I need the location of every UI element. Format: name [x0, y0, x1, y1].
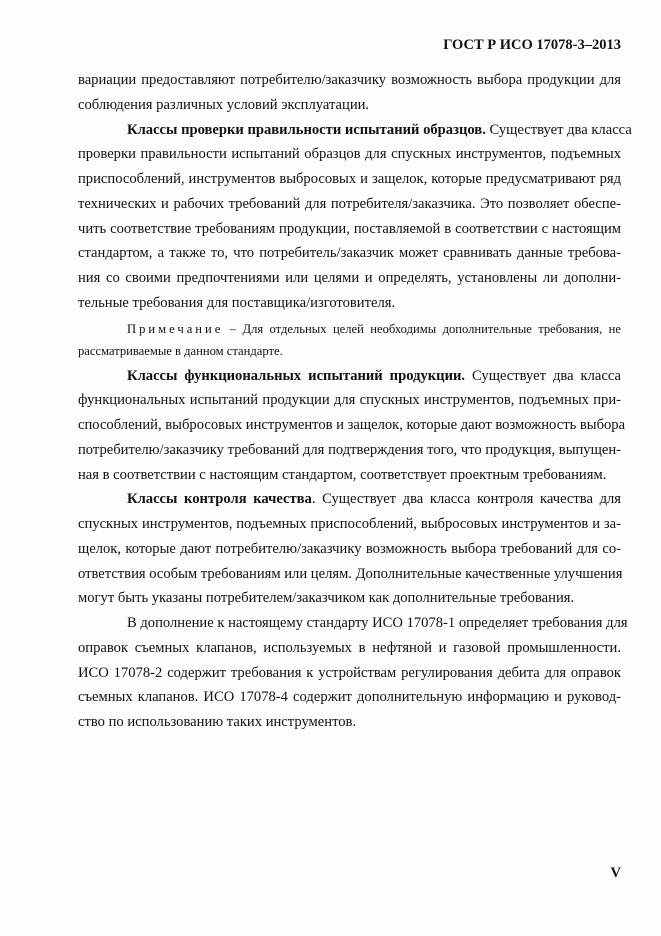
text-line — [78, 463, 621, 488]
paragraph-heading: Классы проверки правильности испытаний образцов. — [127, 121, 486, 138]
line-text: могут быть указаны потребителем/заказчиком как дополнительные требования. — [78, 590, 575, 607]
line-text: В дополнение к настоящему стандарту ИСО 17078-1 определяет требования для — [127, 615, 628, 631]
line-text: Существует два класса — [465, 367, 621, 384]
line-text: ния со своими предпочтениями или целями и определять, установлены ли дополни- — [78, 270, 621, 286]
line-text: ная в соответствии с настоящим стандартом, соответствует проектным требованиям. — [78, 466, 607, 483]
text-line — [78, 241, 621, 266]
text-line — [78, 636, 621, 661]
line-text: вариации предоставляют потребителю/заказчику возможность выбора продукции для — [78, 72, 621, 88]
line-text: – Для отдельных целей необходимы дополнительные требования, не — [223, 321, 621, 336]
note-label: Примечание — [127, 321, 224, 336]
text-line — [78, 562, 621, 587]
line-text: приспособлений, инструментов выбросовых и защелок, которые предусматривают ряд — [78, 171, 621, 187]
line-text: соблюдения различных условий эксплуатации. — [78, 96, 370, 113]
text-line — [78, 93, 621, 118]
text-line — [78, 710, 621, 735]
text-line — [78, 266, 621, 291]
text-line — [78, 413, 626, 438]
text-line — [78, 68, 621, 93]
text-line — [78, 318, 621, 340]
line-text: оправок съемных клапанов, используемых в нефтяной и газовой промышленности. — [78, 639, 621, 656]
line-text: ИСО 17078-2 содержит требования к устройствам регулирования дебита для оправок — [78, 664, 621, 681]
line-text: технических и рабочих требований для потребителя/заказчика. Это позволяет обеспе- — [78, 195, 621, 212]
line-text: ответствия особым требованиям или целям. Дополнительные качественные улучшения — [78, 565, 623, 582]
line-text: тельные требования для поставщика/изготовителя. — [78, 294, 396, 311]
text-line — [78, 661, 621, 686]
line-text: рассматриваемые в данном стандарте. — [78, 343, 283, 358]
line-text: щелок, которые дают потребителю/заказчику возможность выбора требований для со- — [78, 540, 621, 557]
text-line — [78, 364, 621, 389]
document-code-header: ГОСТ Р ИСО 17078-3–2013 — [443, 37, 621, 53]
text-line — [78, 388, 621, 413]
line-text: потребителю/заказчику требований для подтверждения того, что продукция, выпущен- — [78, 441, 621, 458]
text-line — [78, 586, 621, 611]
text-line — [78, 291, 621, 316]
paragraph-heading: Классы контроля качества — [127, 491, 312, 508]
text-line — [78, 537, 621, 562]
text-line — [78, 685, 621, 710]
paragraph — [78, 611, 628, 735]
page-number: V — [610, 865, 621, 881]
text-line — [78, 611, 628, 636]
line-text: спускных инструментов, подъемных приспособлений, выбросовых инструментов и за- — [78, 516, 621, 532]
paragraph — [78, 68, 621, 118]
line-text: стандартом, а также то, что потребитель/заказчик может сравнивать данные требова- — [78, 245, 621, 262]
line-text: ство по использованию таких инструментов. — [78, 714, 357, 730]
text-line — [78, 118, 632, 143]
text-line — [78, 438, 621, 463]
note-paragraph — [78, 318, 621, 362]
line-text: способлений, выбросовых инструментов и защелок, которые дают возможность выбора — [78, 417, 626, 433]
paragraph — [78, 364, 626, 488]
text-line — [78, 142, 621, 167]
text-line — [78, 512, 621, 537]
paragraph — [78, 487, 621, 611]
paragraph — [78, 118, 632, 316]
line-text: Существует два класса — [485, 121, 632, 138]
line-text: проверки правильности испытаний образцов для спускных инструментов, подъемных — [78, 146, 621, 163]
text-line — [78, 167, 621, 192]
line-text: съемных клапанов. ИСО 17078-4 содержит дополнительную информацию и руковод- — [78, 689, 621, 706]
line-text: функциональных испытаний продукции для спускных инструментов, подъемных при- — [78, 392, 621, 409]
text-line — [78, 192, 621, 217]
document-body — [78, 68, 632, 735]
line-text: чить соответствие требованиям продукции, поставляемой в соответствии с настоящим — [78, 220, 621, 237]
text-line — [78, 340, 621, 362]
text-line — [78, 217, 621, 242]
text-line — [78, 487, 621, 512]
paragraph-heading: Классы функциональных испытаний продукции. — [127, 367, 466, 384]
line-text: . Существует два класса контроля качества для — [311, 491, 621, 508]
